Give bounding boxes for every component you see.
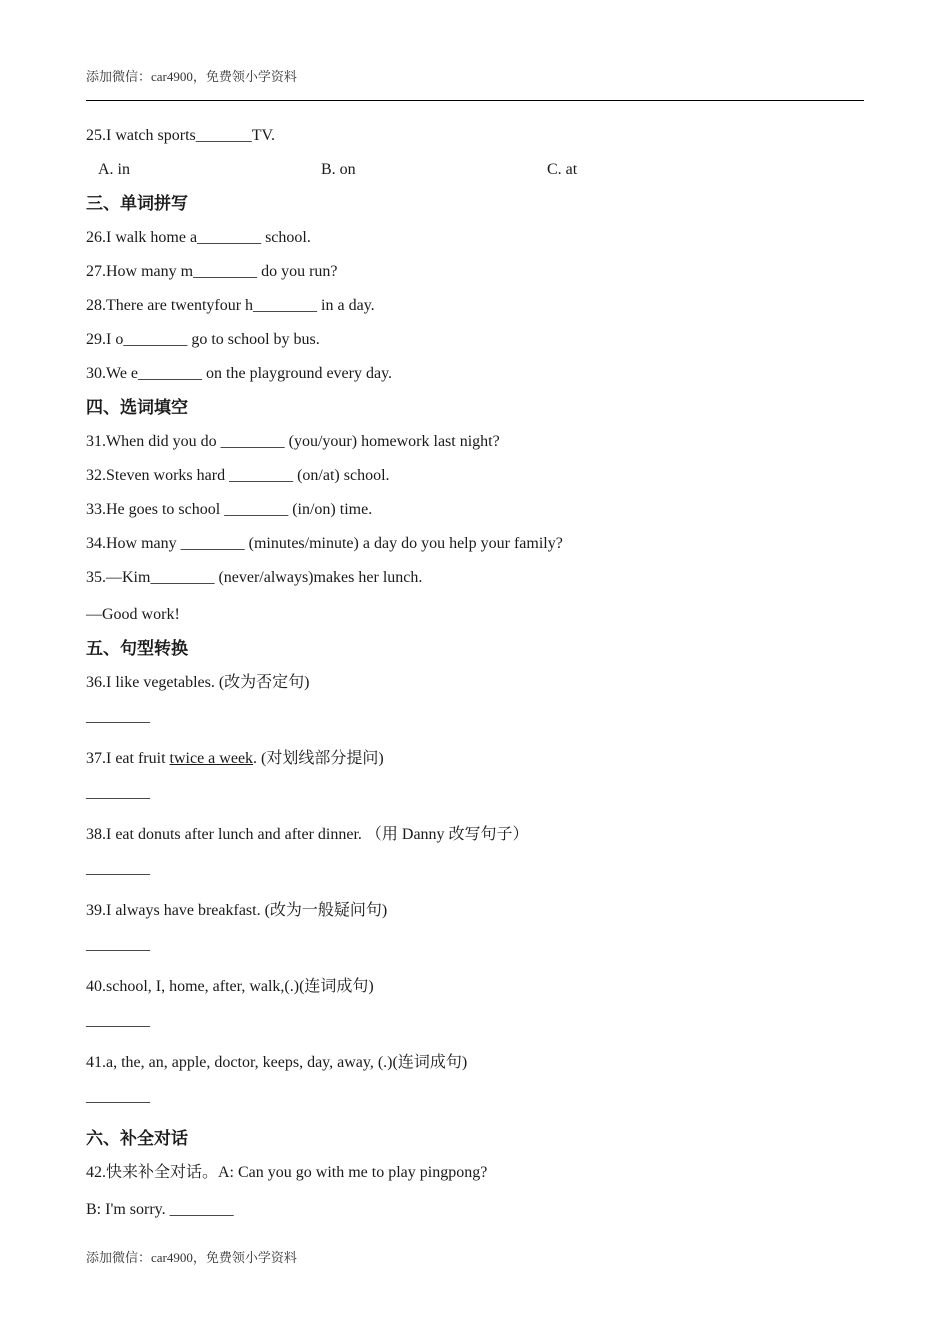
question-26: 26.I walk home a________ school. — [86, 229, 311, 246]
question-32: 32.Steven works hard ________ (on/at) school. — [86, 467, 390, 484]
question-33: 33.He goes to school ________ (in/on) time. — [86, 501, 373, 518]
answer-blank-39: ________ — [86, 936, 150, 953]
option-b: B. on — [321, 161, 356, 178]
section-title-word-choice: 四、选词填空 — [86, 398, 188, 418]
question-29: 29.I o________ go to school by bus. — [86, 331, 320, 348]
answer-blank-40: ________ — [86, 1012, 150, 1029]
question-35: 35.—Kim________ (never/always)makes her lunch. — [86, 569, 423, 586]
question-35-reply: —Good work! — [86, 606, 180, 623]
section-title-sentence-transform: 五、句型转换 — [86, 639, 188, 659]
question-40: 40.school, I, home, after, walk,(.)(连词成句) — [86, 978, 374, 995]
question-31: 31.When did you do ________ (you/your) homework last night? — [86, 433, 500, 450]
question-37-suffix: . (对划线部分提问) — [253, 750, 384, 767]
question-25-options — [86, 160, 864, 180]
answer-blank-41: ________ — [86, 1088, 150, 1105]
question-38: 38.I eat donuts after lunch and after dinner. （用 Danny 改写句子） — [86, 826, 529, 843]
question-34: 34.How many ________ (minutes/minute) a day do you help your family? — [86, 535, 563, 552]
option-c: C. at — [547, 161, 578, 178]
answer-blank-36: ________ — [86, 708, 150, 725]
answer-blank-38: ________ — [86, 860, 150, 877]
question-42-reply: B: I'm sorry. ________ — [86, 1201, 234, 1218]
question-39: 39.I always have breakfast. (改为一般疑问句) — [86, 902, 388, 919]
question-25: 25.I watch sports_______TV. — [86, 127, 276, 144]
question-37-underlined: twice a week — [169, 750, 254, 767]
answer-blank-37: ________ — [86, 784, 150, 801]
question-37-prefix: 37.I eat fruit — [86, 750, 170, 767]
question-28: 28.There are twentyfour h________ in a day. — [86, 297, 375, 314]
question-37 — [86, 749, 864, 769]
page-footer-watermark: 添加微信：car4900，免费领小学资料 — [86, 1250, 297, 1265]
section-title-dialogue: 六、补全对话 — [86, 1129, 188, 1149]
question-30: 30.We e________ on the playground every day. — [86, 365, 393, 382]
section-title-spelling: 三、单词拼写 — [86, 194, 188, 214]
option-a: A. in — [98, 161, 130, 178]
question-27: 27.How many m________ do you run? — [86, 263, 338, 280]
question-41: 41.a, the, an, apple, doctor, keeps, day, away, (.)(连词成句) — [86, 1054, 468, 1071]
worksheet-body — [86, 126, 864, 1234]
page-header-watermark: 添加微信：car4900，免费领小学资料 — [86, 69, 297, 84]
header-divider — [86, 100, 864, 101]
question-42: 42.快来补全对话。A: Can you go with me to play pingpong? — [86, 1164, 488, 1181]
question-36: 36.I like vegetables. (改为否定句) — [86, 674, 310, 691]
